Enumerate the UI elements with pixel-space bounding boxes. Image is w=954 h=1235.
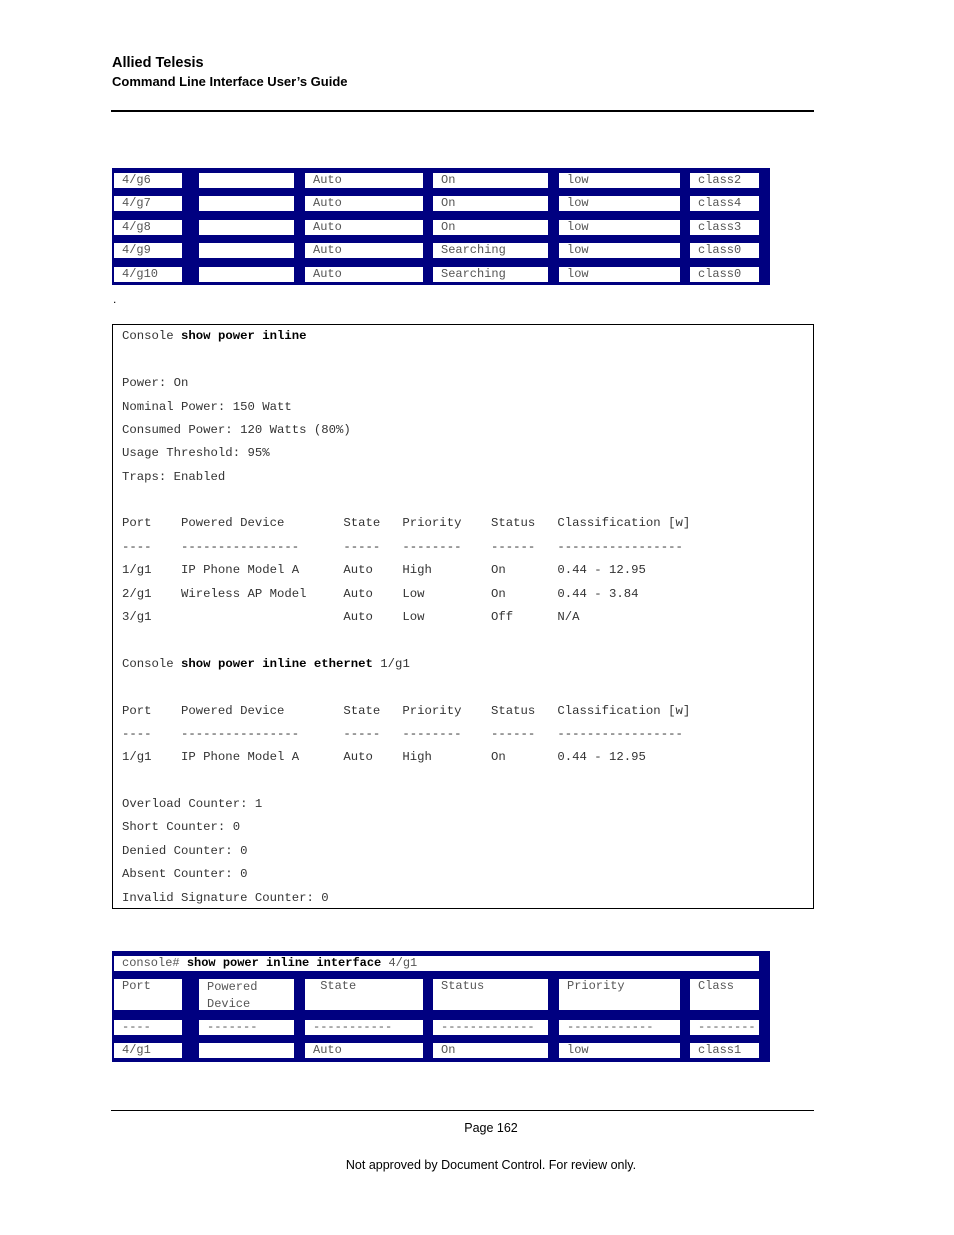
console-line: Power: On: [122, 376, 189, 390]
table-header-cell: Priority: [559, 979, 680, 1010]
console-command: show power inline ethernet: [181, 657, 373, 671]
console-prompt: Console: [122, 329, 182, 343]
console-row: 1/g1 IP Phone Model A Auto High On 0.44 - 12.95: [122, 750, 646, 764]
console-separator: ---- ---------------- ----- -------- ------ -----------------: [122, 540, 683, 554]
table-cell: Auto: [305, 196, 423, 211]
port-status-table: [112, 168, 770, 285]
console-column-header: Port Powered Device State Priority Status Classification [w]: [122, 704, 691, 718]
console-line: Denied Counter: 0: [122, 844, 248, 858]
header-rule: [111, 110, 814, 112]
console-column-header: Port Powered Device State Priority Status Classification [w]: [122, 516, 691, 530]
console-command-line: [122, 329, 307, 343]
table-cell: 4/g10: [114, 267, 182, 282]
console-line: Invalid Signature Counter: 0: [122, 891, 329, 905]
table-cell: [199, 1043, 294, 1058]
console-argument: 4/g1: [381, 956, 418, 970]
table-cell: low: [559, 173, 680, 188]
table-header-cell: State: [305, 979, 423, 1010]
table-cell: Searching: [433, 243, 548, 258]
table-cell: Auto: [305, 267, 423, 282]
stray-dot: .: [113, 292, 117, 306]
table-cell: class1: [690, 1043, 759, 1058]
table-cell: On: [433, 1043, 548, 1058]
interface-status-table: [112, 951, 770, 1062]
table-cell: low: [559, 196, 680, 211]
table-command-cell: [114, 956, 759, 971]
console-prompt: Console: [122, 657, 182, 671]
table-header-cell: Port: [114, 979, 182, 1010]
table-cell: 4/g8: [114, 220, 182, 235]
table-separator-cell: -----------: [305, 1020, 423, 1035]
table-cell: [199, 243, 294, 258]
table-cell: [199, 220, 294, 235]
header-company: Allied Telesis: [112, 55, 204, 71]
console-line: Short Counter: 0: [122, 820, 241, 834]
table-cell: On: [433, 220, 548, 235]
console-row: 3/g1 Auto Low Off N/A: [122, 610, 580, 624]
table-cell: On: [433, 196, 548, 211]
console-line: Overload Counter: 1: [122, 797, 263, 811]
table-cell: On: [433, 173, 548, 188]
table-cell: Auto: [305, 1043, 423, 1058]
console-command: show power inline: [181, 329, 307, 343]
console-command: show power inline interface: [186, 956, 382, 970]
table-cell: Auto: [305, 173, 423, 188]
footer-rule: [111, 1110, 814, 1111]
table-cell: 4/g7: [114, 196, 182, 211]
console-line: Usage Threshold: 95%: [122, 446, 270, 460]
table-cell: low: [559, 220, 680, 235]
table-cell: Searching: [433, 267, 548, 282]
console-prompt: console#: [122, 956, 187, 970]
table-cell: low: [559, 243, 680, 258]
console-example-box: [112, 324, 814, 909]
table-separator-cell: ------------: [559, 1020, 680, 1035]
page-number: Page 162: [464, 1121, 518, 1135]
table-header-cell: Status: [433, 979, 548, 1010]
table-separator-cell: -------------: [433, 1020, 548, 1035]
table-cell: class0: [690, 243, 759, 258]
table-cell: Auto: [305, 220, 423, 235]
console-line: Nominal Power: 150 Watt: [122, 400, 292, 414]
table-header-cell: Powered Device: [199, 979, 294, 1010]
header-guide-title: Command Line Interface User’s Guide: [112, 74, 348, 89]
table-separator-cell: -------: [199, 1020, 294, 1035]
table-cell: 4/g1: [114, 1043, 182, 1058]
table-cell: [199, 196, 294, 211]
table-cell: [199, 267, 294, 282]
console-line: Consumed Power: 120 Watts (80%): [122, 423, 351, 437]
console-row: 1/g1 IP Phone Model A Auto High On 0.44 - 12.95: [122, 563, 646, 577]
console-command-line: [122, 657, 410, 671]
table-separator-cell: --------: [690, 1020, 759, 1035]
console-line: Traps: Enabled: [122, 470, 226, 484]
table-cell: class4: [690, 196, 759, 211]
table-separator-cell: ----: [114, 1020, 182, 1035]
table-cell: low: [559, 1043, 680, 1058]
console-argument: 1/g1: [372, 657, 410, 671]
table-cell: [199, 173, 294, 188]
table-cell: low: [559, 267, 680, 282]
table-cell: 4/g9: [114, 243, 182, 258]
table-cell: class2: [690, 173, 759, 188]
console-separator: ---- ---------------- ----- -------- ------ -----------------: [122, 727, 683, 741]
review-notice: Not approved by Document Control. For review only.: [345, 1158, 637, 1172]
table-cell: 4/g6: [114, 173, 182, 188]
table-cell: class3: [690, 220, 759, 235]
table-header-cell: Class: [690, 979, 759, 1010]
table-cell: class0: [690, 267, 759, 282]
console-row: 2/g1 Wireless AP Model Auto Low On 0.44 - 3.84: [122, 587, 639, 601]
console-line: Absent Counter: 0: [122, 867, 248, 881]
table-cell: Auto: [305, 243, 423, 258]
